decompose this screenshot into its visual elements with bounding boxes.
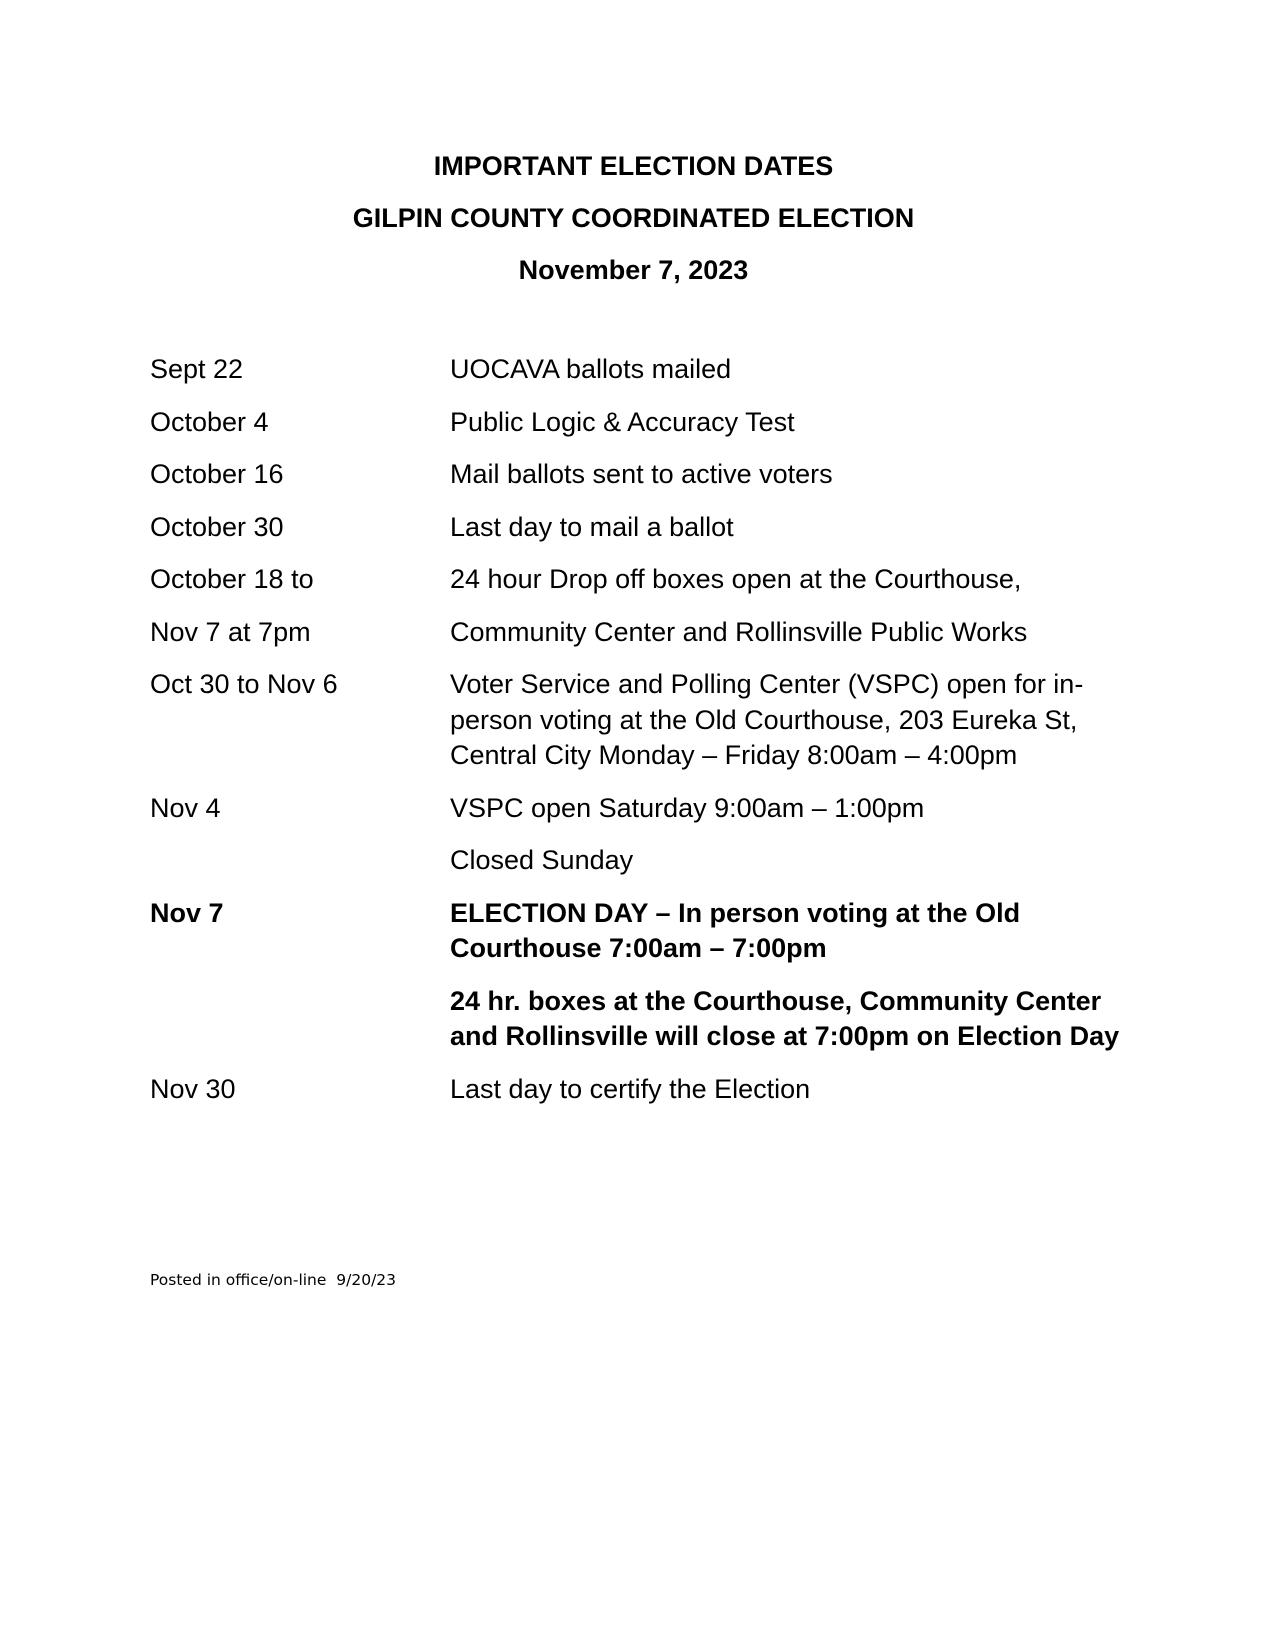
schedule-date: Nov 30 [150, 1073, 236, 1104]
schedule-description: Last day to mail a ballot [450, 511, 734, 542]
schedule-date [150, 843, 450, 879]
schedule-date: Nov 7 at 7pm [150, 616, 311, 647]
schedule-description: VSPC open Saturday 9:00am – 1:00pm [450, 792, 925, 823]
schedule-row [150, 352, 1130, 388]
election-date: November 7, 2023 [518, 255, 749, 285]
schedule-date: October 18 to [150, 564, 314, 594]
schedule-row [150, 615, 1130, 651]
schedule-description: Mail ballots sent to active voters [450, 459, 833, 489]
schedule-row-drop-box-closing [150, 984, 1130, 1055]
schedule-row [150, 1072, 1130, 1108]
schedule-row [150, 510, 1130, 546]
schedule-date [150, 984, 450, 1055]
schedule-date: Nov 4 [150, 792, 221, 823]
schedule-description: UOCAVA ballots mailed [450, 354, 732, 384]
schedule-row-election-day [150, 896, 1130, 967]
schedule-row [150, 457, 1130, 493]
document-title: IMPORTANT ELECTION DATES [433, 151, 834, 181]
schedule-description: Closed Sunday [450, 845, 634, 875]
schedule-description: Community Center and Rollinsville Public Works [450, 616, 1028, 647]
document-header [0, 140, 1275, 296]
election-schedule [150, 352, 1130, 1124]
schedule-description: 24 hour Drop off boxes open at the Courthouse, [450, 564, 1022, 594]
schedule-description: Last day to certify the Election [450, 1073, 811, 1104]
schedule-row [150, 843, 1130, 879]
schedule-date: Nov 7 [150, 897, 224, 928]
schedule-description: Public Logic & Accuracy Test [450, 406, 795, 437]
schedule-row [150, 791, 1130, 827]
schedule-row [150, 405, 1130, 441]
schedule-description: ELECTION DAY – In person voting at the Old Courthouse 7:00am – 7:00pm [450, 897, 1021, 963]
schedule-date: October 16 [150, 459, 284, 489]
schedule-description: Voter Service and Polling Center (VSPC) open for in-person voting at the Old Courthouse, 203 Eureka St, Central City Monday – Friday 8:00am – 4:00pm [450, 669, 1084, 770]
schedule-date: Oct 30 to Nov 6 [150, 669, 338, 699]
schedule-date: October 4 [150, 406, 269, 437]
election-name: GILPIN COUNTY COORDINATED ELECTION [352, 203, 915, 233]
schedule-date: Sept 22 [150, 354, 244, 384]
schedule-date: October 30 [150, 511, 284, 542]
schedule-description: 24 hr. boxes at the Courthouse, Community Center and Rollinsville will close at 7:00pm on Election Day [450, 985, 1120, 1051]
schedule-row [150, 667, 1130, 774]
posted-note: Posted in office/on-line 9/20/23 [150, 1271, 397, 1289]
schedule-row [150, 562, 1130, 598]
